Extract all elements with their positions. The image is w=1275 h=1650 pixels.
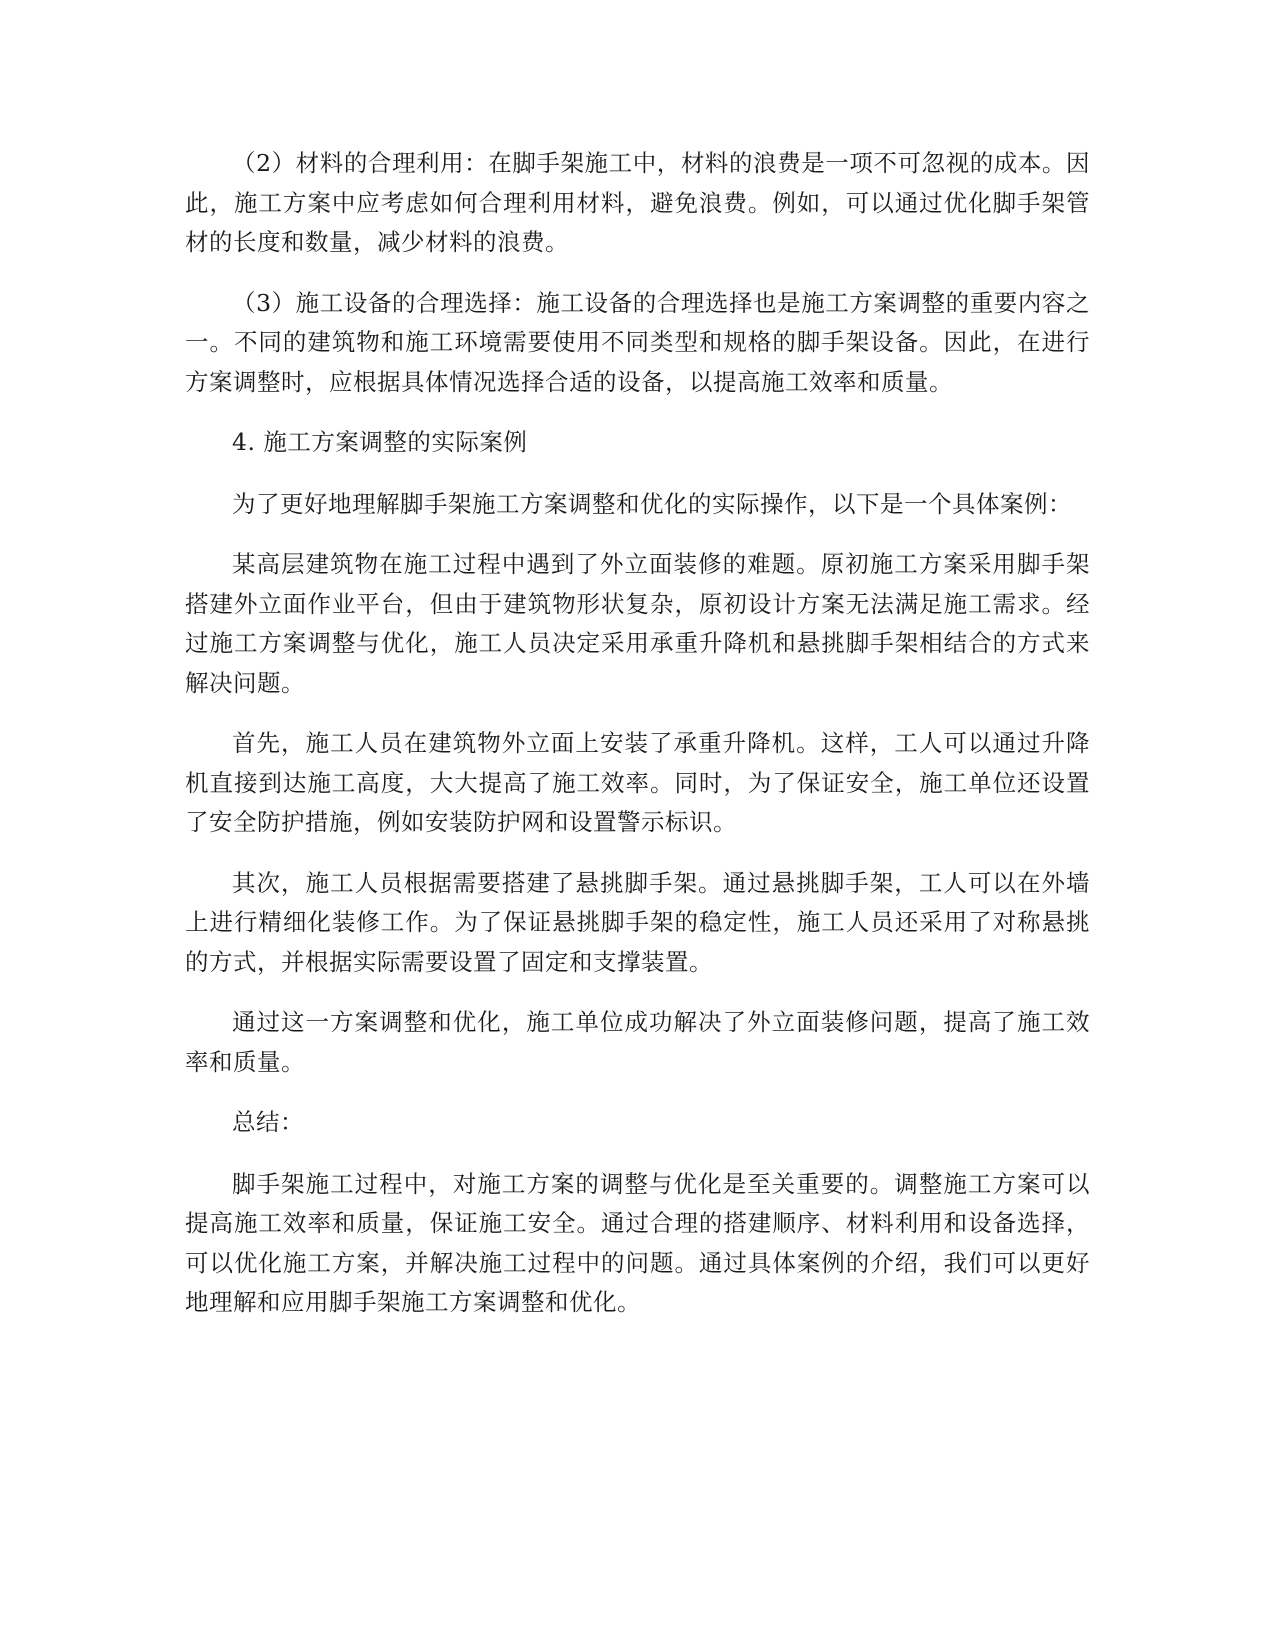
section-heading-summary: 总结： [232, 1108, 304, 1136]
paragraph-summary: 脚手架施工过程中，对施工方案的调整与优化是至关重要的。调整施工方案可以提高施工效率和质量，保证施工安全。通过合理的搭建顺序、材料利用和设备选择，可以优化施工方案，并解决施工过程中的问题。通过具体案例的介绍，我们可以更好地理解和应用脚手架施工方案调整和优化。 [185, 1169, 1090, 1316]
paragraph-case-step-2: 其次，施工人员根据需要搭建了悬挑脚手架。通过悬挑脚手架，工人可以在外墙上进行精细化装修工作。为了保证悬挑脚手架的稳定性，施工人员还采用了对称悬挑的方式，并根据实际需要设置了固定和支撑装置。 [185, 868, 1090, 976]
paragraph-case-result: 通过这一方案调整和优化，施工单位成功解决了外立面装修问题，提高了施工效率和质量。 [185, 1008, 1090, 1076]
paragraph-case-step-1: 首先，施工人员在建筑物外立面上安装了承重升降机。这样，工人可以通过升降机直接到达施工高度，大大提高了施工效率。同时，为了保证安全，施工单位还设置了安全防护措施，例如安装防护网和设置警示标识。 [185, 729, 1090, 836]
document-body [185, 144, 1090, 1344]
paragraph-case-problem: 某高层建筑物在施工过程中遇到了外立面装修的难题。原初施工方案采用脚手架搭建外立面作业平台，但由于建筑物形状复杂，原初设计方案无法满足施工需求。经过施工方案调整与优化，施工人员决定采用承重升降机和悬挑脚手架相结合的方式来解决问题。 [185, 550, 1090, 697]
paragraph-equipment-selection: （3）施工设备的合理选择：施工设备的合理选择也是施工方案调整的重要内容之一。不同的建筑物和施工环境需要使用不同类型和规格的脚手架设备。因此，在进行方案调整时，应根据具体情况选择合适的设备，以提高施工效率和质量。 [185, 288, 1090, 396]
paragraph-case-intro: 为了更好地理解脚手架施工方案调整和优化的实际操作，以下是一个具体案例： [232, 489, 1072, 518]
section-heading-case-study: 4. 施工方案调整的实际案例 [232, 428, 528, 456]
paragraph-material-utilization: （2）材料的合理利用：在脚手架施工中，材料的浪费是一项不可忽视的成本。因此，施工方案中应考虑如何合理利用材料，避免浪费。例如，可以通过优化脚手架管材的长度和数量，减少材料的浪费。 [185, 149, 1090, 256]
